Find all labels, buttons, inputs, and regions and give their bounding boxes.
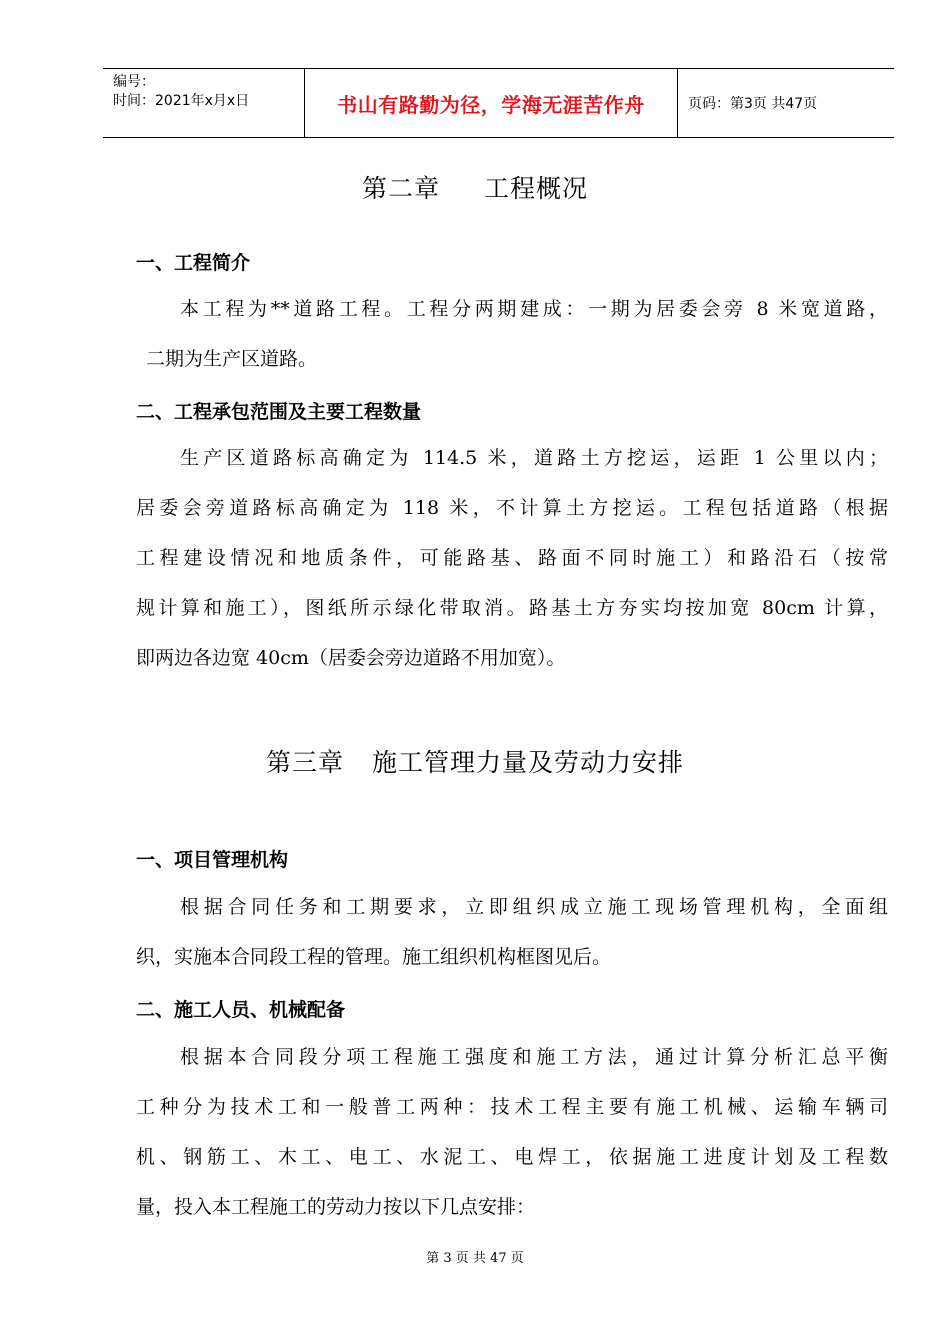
- text-line: 即两边各边宽 40cm（居委会旁边道路不用加宽）。: [136, 647, 566, 669]
- text-line: 机、钢筋工、木工、电工、水泥工、电焊工，依据施工进度计划及工程数: [136, 1146, 888, 1168]
- text-line: 本工程为**道路工程。工程分两期建成：一期为居委会旁 8 米宽道路，: [180, 298, 888, 320]
- page-header-table: [103, 68, 894, 138]
- chapter-2-name: 工程概况: [484, 174, 589, 203]
- paragraph: [136, 1032, 888, 1232]
- header-meta-cell: [103, 69, 305, 137]
- section-heading: 二、施工人员、机械配备: [136, 999, 346, 1021]
- paragraph: [136, 284, 888, 384]
- section-heading: 一、工程简介: [136, 252, 251, 274]
- time-label: 时间：2021年x月x日: [113, 93, 250, 109]
- text-line: 织，实施本合同段工程的管理。施工组织机构框图见后。: [136, 946, 612, 968]
- header-page-label: 页码：第3页 共47页: [688, 96, 818, 112]
- text-line: 根据合同任务和工期要求，立即组织成立施工现场管理机构，全面组: [180, 896, 888, 918]
- text-line: 工种分为技术工和一般普工两种：技术工程主要有施工机械、运输车辆司: [136, 1096, 888, 1118]
- header-motto: 书山有路勤为径，学海无涯苦作舟: [305, 69, 678, 137]
- text-line: 规计算和施工），图纸所示绿化带取消。路基土方夯实均按加宽 80cm 计算，: [136, 597, 888, 619]
- text-line: 量，投入本工程施工的劳动力按以下几点安排：: [136, 1196, 536, 1218]
- chapter-2-title: [0, 169, 950, 205]
- text-line: 工程建设情况和地质条件，可能路基、路面不同时施工）和路沿石（按常: [136, 547, 888, 569]
- chapter-3-name: 施工管理力量及劳动力安排: [372, 748, 685, 777]
- chapter-2-number: 第二章: [361, 174, 440, 203]
- section-heading: 一、项目管理机构: [136, 849, 289, 871]
- number-label: 编号：: [113, 74, 155, 90]
- text-line: 生产区道路标高确定为 114.5 米，道路土方挖运，运距 1 公里以内；: [180, 447, 888, 469]
- page-footer: 第 3 页 共 47 页: [426, 1251, 524, 1266]
- text-line: 根据本合同段分项工程施工强度和施工方法，通过计算分析汇总平衡: [180, 1046, 888, 1068]
- section-heading: 二、工程承包范围及主要工程数量: [136, 401, 422, 423]
- chapter-3-title: [0, 743, 950, 779]
- chapter-3-number: 第三章: [265, 748, 344, 777]
- text-line: 二期为生产区道路。: [146, 348, 318, 370]
- paragraph: [136, 882, 888, 982]
- paragraph: [136, 433, 888, 683]
- text-line: 居委会旁道路标高确定为 118 米，不计算土方挖运。工程包括道路（根据: [136, 497, 888, 519]
